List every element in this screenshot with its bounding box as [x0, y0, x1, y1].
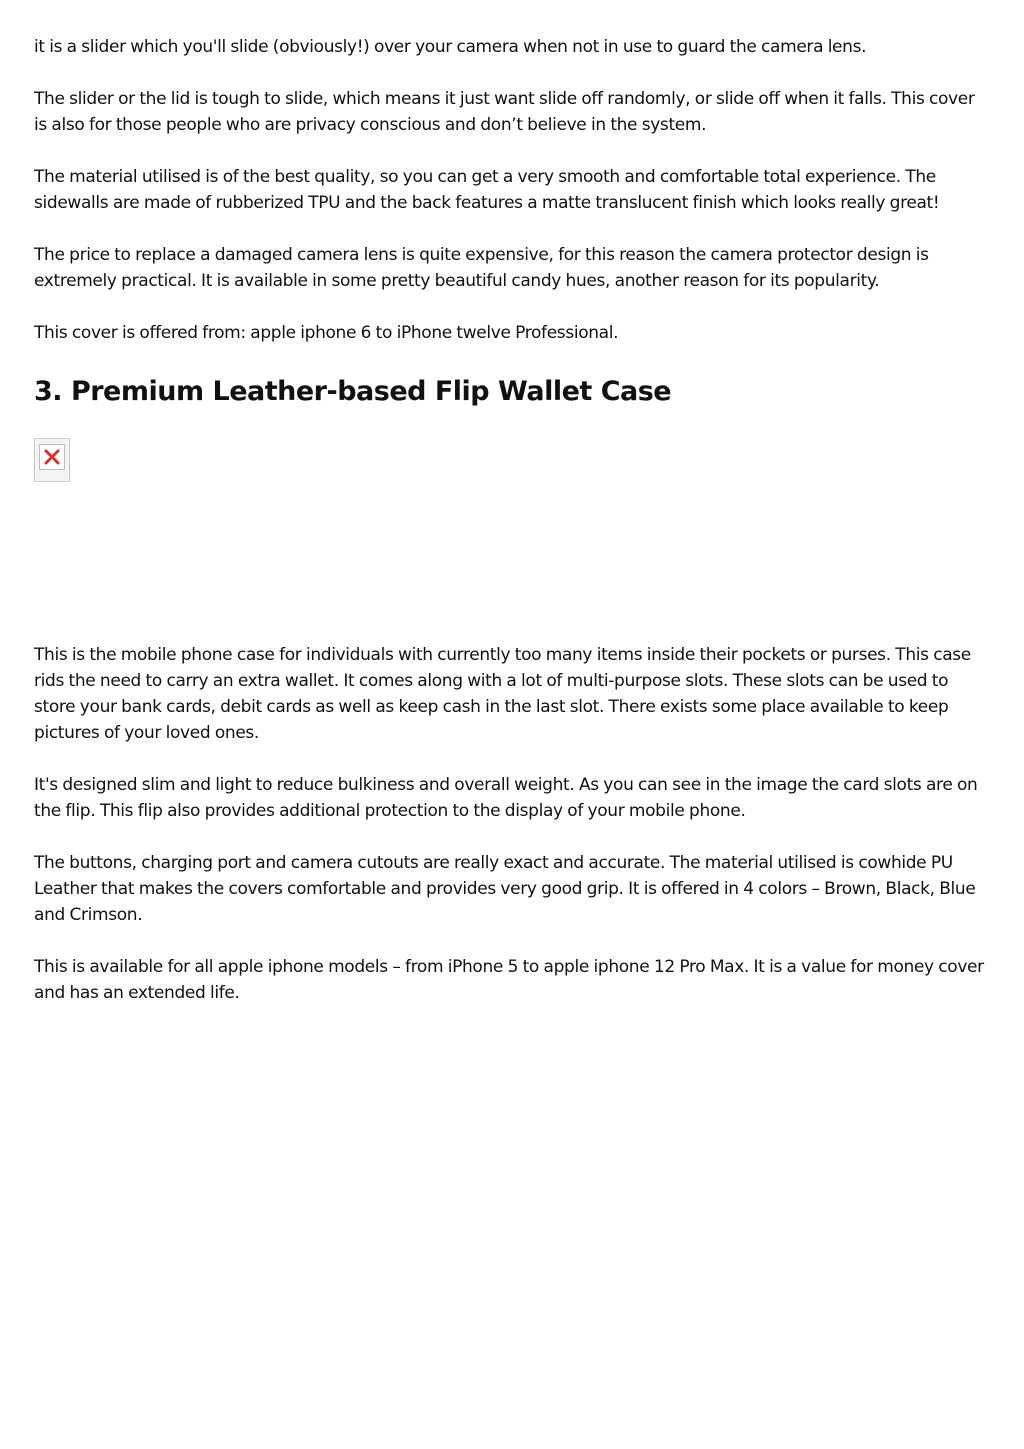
article-body	[34, 34, 990, 1032]
paragraph-material: The material utilised is of the best quality, so you can get a very smooth and comfortable total experience. The sidewalls are made of rubberized TPU and the back features a matte translucent finish which looks really great!	[34, 167, 940, 213]
paragraph-slim-design: It's designed slim and light to reduce bulkiness and overall weight. As you can see in the image the card slots are on the flip. This flip also provides additional protection to the display of your mobile phone.	[34, 775, 978, 821]
paragraph-slider-lid: The slider or the lid is tough to slide, which means it just want slide off randomly, or slide off when it falls. This cover is also for those people who are privacy conscious and don’t believe in the system.	[34, 89, 975, 135]
image-placeholder-space	[34, 482, 990, 642]
paragraph-price: The price to replace a damaged camera lens is quite expensive, for this reason the camera protector design is extremely practical. It is available in some pretty beautiful candy hues, another reason for its popularity.	[34, 245, 929, 291]
close-x-icon	[41, 445, 65, 469]
broken-image-icon	[34, 438, 70, 482]
paragraph-cutouts: The buttons, charging port and camera cutouts are really exact and accurate. The material utilised is cowhide PU Leather that makes the covers comfortable and provides very good grip. It is offered in 4 colors – Brown, Black, Blue and Crimson.	[34, 853, 976, 925]
section-heading: 3. Premium Leather-based Flip Wallet Case	[34, 376, 672, 407]
paragraph-slider-intro: it is a slider which you'll slide (obviously!) over your camera when not in use to guard the camera lens.	[34, 37, 867, 57]
paragraph-models: This is available for all apple iphone models – from iPhone 5 to apple iphone 12 Pro Max. It is a value for money cover and has an extended life.	[34, 957, 984, 1003]
paragraph-wallet-case: This is the mobile phone case for individuals with currently too many items inside their pockets or purses. This case rids the need to carry an extra wallet. It comes along with a lot of multi-purpose slots. These slots can be used to store your bank cards, debit cards as well as keep cash in the last slot. There exists some place available to keep pictures of your loved ones.	[34, 645, 971, 743]
paragraph-availability: This cover is offered from: apple iphone 6 to iPhone twelve Professional.	[34, 323, 619, 343]
